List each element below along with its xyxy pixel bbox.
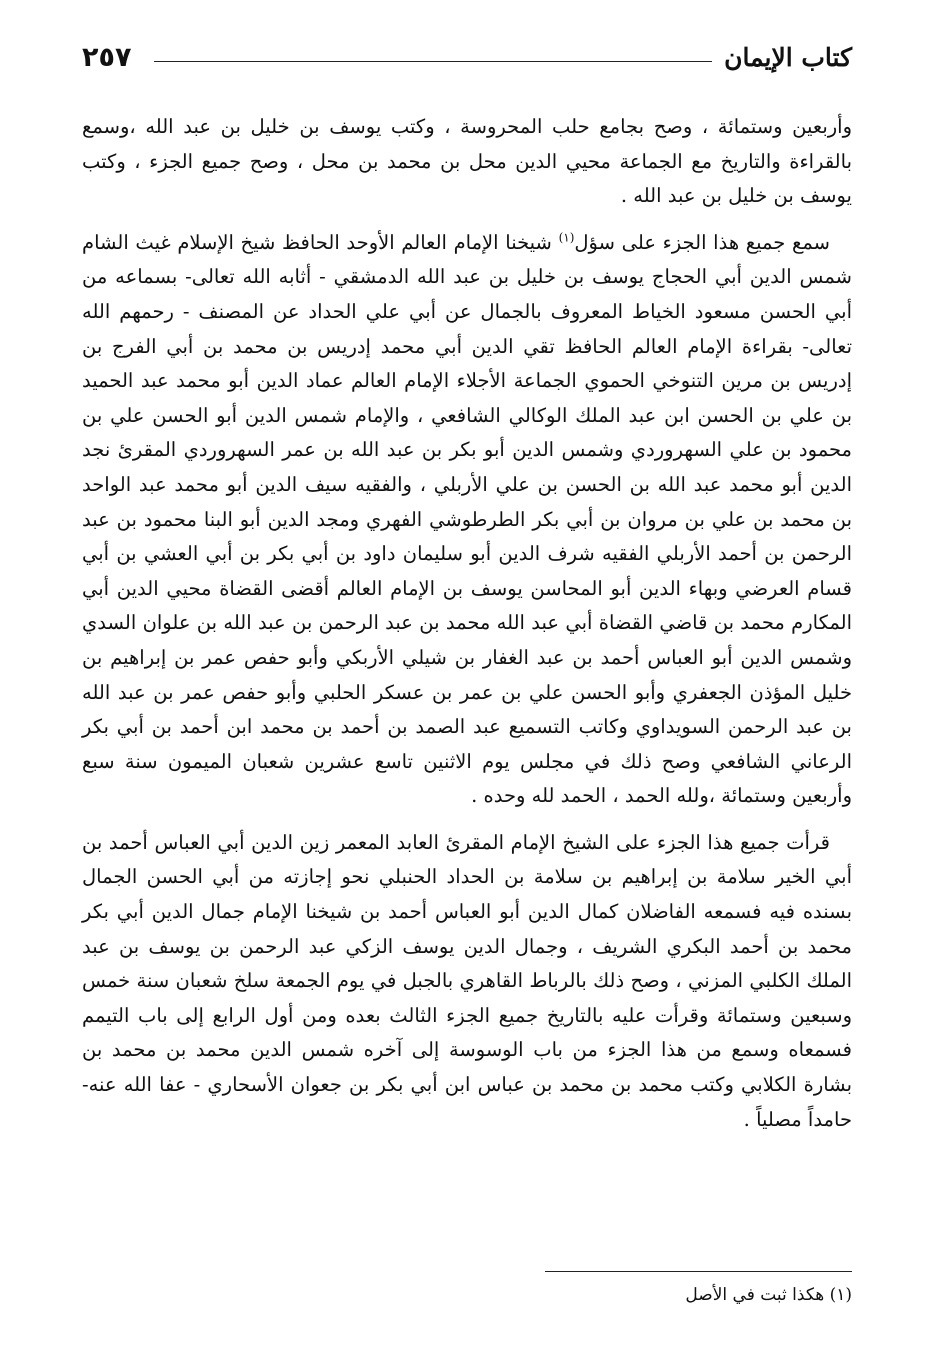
footnote-marker[interactable]: (١) bbox=[558, 230, 575, 245]
page-number: ٢٥٧ bbox=[82, 42, 132, 73]
chapter-title: كتاب الإيمان bbox=[724, 43, 852, 72]
footnote: (١) هكذا ثبت في الأصل bbox=[685, 1285, 852, 1305]
paragraph-2 bbox=[82, 226, 852, 814]
running-header bbox=[82, 38, 852, 78]
paragraph-2-start: سمع جميع هذا الجزء على سؤل bbox=[574, 230, 830, 254]
paragraph-2-rest: شيخنا الإمام العالم الأوحد الحافظ شيخ الإسلام غيث الشام شمس الدين أبي الحجاج يوسف بن خليل بن عبد الله الدمشقي - أثابه الله تعالى- بسماعه من أبي الحسن مسعود الخياط المعروف بالجمال عن أبي علي الحداد عن المصنف - رحمهم الله تعالى- بقراءة الإمام العالم الحافظ تقي الدين أبي محمد إدريس بن محمد بن أبي الفرج بن إدريس بن مرين التنوخي الحموي الجماعة الأجلاء الإمام العالم عماد الدين أبو محمد عبد الحميد بن علي بن الحسن ابن عبد الملك الوكالي الشافعي ، والإمام شمس الدين أبو الحسن علي بن محمود بن علي السهروردي وشمس الدين أبو بكر بن عبد الله بن عمر السهروردي المقرئ نجد الدين أبو محمد عبد الله بن الحسن بن علي الأربلي ، والفقيه سيف الدين أبو محمد عبد الواحد بن محمد بن علي بن مروان بن أبي بكر الطرطوشي الفهري ومجد الدين أبو البنا محمود بن عبد الرحمن بن أحمد الأربلي الفقيه شرف الدين أبو سليمان داود بن أبي بكر بن أبي العشي بن أبي قسام العرضي وبهاء الدين أبو المحاسن يوسف بن الإمام العالم أقضى القضاة محيي الدين أبي المكارم محمد بن قاضي القضاة أبي عبد الله محمد بن عبد الرحمن بن عبد الله بن علوان السدي وشمس الدين أبو العباس أحمد بن عبد الغفار بن شيلي الأربكي وأبو حفص عمر بن إبراهيم بن خليل المؤذن الجعفري وأبو الحسن علي بن عمر بن عسكر الحلبي وأبو حفص عمر بن عبد الله بن عبد الرحمن السويداوي وكاتب التسميع عبد الصمد بن أحمد بن محمد ابن أحمد بن أبي بكر الرعاني الشافعي وصح ذلك في مجلس يوم الاثنين تاسع عشرين شعبان الميمون سنة سبع وأربعين وستمائة ،ولله الحمد ، الحمد لله وحده . bbox=[82, 230, 852, 808]
paragraph-3: قرأت جميع هذا الجزء على الشيخ الإمام المقرئ العابد المعمر زين الدين أبي العباس أحمد بن أبي الخير سلامة بن إبراهيم بن سلامة بن الحداد الحنبلي نحو إجازته من أبي الحسن الجمال بسنده فيه فسمعه الفاضلان كمال الدين أبو العباس أحمد بن شيخنا الإمام جمال الدين أبي بكر محمد بن أحمد البكري الشريف ، وجمال الدين يوسف الزكي عبد الرحمن بن يوسف بن عبد الملك الكلبي المزني ، وصح ذلك بالرباط القاهري بالجبل في يوم الجمعة سلخ شعبان سنة خمس وسبعين وستمائة وقرأت عليه بالتاريخ جميع الجزء الثالث بعده ومن أول الرابع إلى باب التيمم فسمعاه وسمع من هذا الجزء من باب الوسوسة إلى آخره شمس الدين محمد بن محمد بن بشارة الكلابي وكتب محمد بن محمد بن عباس ابن أبي بكر بن جعوان الأسحاري - عفا الله عنه- حامداً مصلياً . bbox=[82, 830, 852, 1131]
header-rule bbox=[154, 61, 712, 62]
footnote-rule bbox=[545, 1271, 852, 1272]
paragraph-1: وأربعين وستمائة ، وصح بجامع حلب المحروسة ، وكتب يوسف بن خليل بن عبد الله ،وسمع بالقراءة والتاريخ مع الجماعة محيي الدين محل بن محمد بن محل ، وصح جميع الجزء ، وكتب يوسف بن خليل بن عبد الله . bbox=[82, 115, 852, 208]
main-text bbox=[82, 110, 852, 1149]
